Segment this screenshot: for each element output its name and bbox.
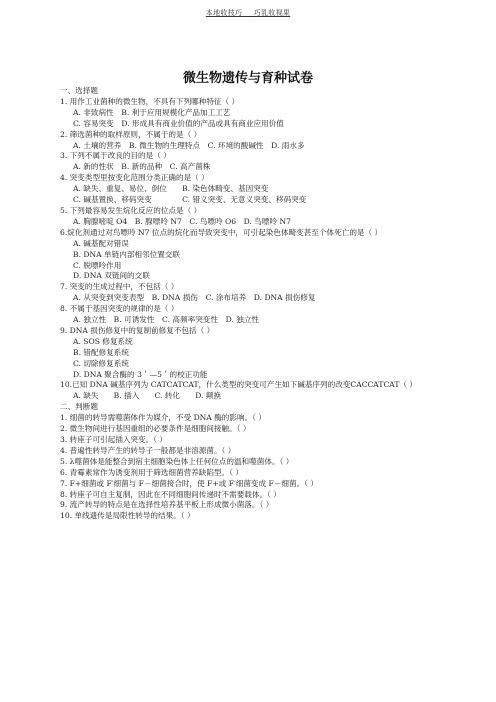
choice-question: 7. 突变的生成过程中，不包括（ ）	[60, 282, 179, 292]
judge-question-list	[60, 413, 460, 522]
judge-question: 5. λ噬菌体是能整合到宿主细胞染色体上任何位点的温和噬菌体。（ ）	[60, 456, 294, 466]
judge-question: 8. 转座子可自主复制，因此在不同细胞间传递时不需要载体。（ ）	[60, 489, 281, 499]
choice-question: 2. 筛选菌种的取样原则，不属于的是（ ）	[60, 129, 202, 139]
header-text: 本地收技巧___巧乳收视果	[205, 9, 291, 17]
judge-question: 7. F+细菌或 F′细菌与 F－细菌接合时，使 F+或 F′细菌变成 F－细菌。（ ）	[60, 478, 318, 488]
choice-question: 4. 突变类型里按变化范围分类正确的是（ ）	[60, 173, 209, 183]
choice-option: C. 碱基置换、移码突变 C. 错义突变、无意义突变、移码突变	[73, 195, 307, 205]
choice-option: A. 从突变到突变表型 B. DNA 损伤 C. 涂布培养 D. DNA 损伤修复	[73, 293, 316, 303]
choice-question: 9. DNA 损伤修复中的复制前修复不包括（ ）	[60, 325, 215, 335]
choice-option: C. 脱嘌呤作用	[73, 260, 122, 270]
judge-question: 10. 单线遗传是局限性转导的结果。（ ）	[60, 511, 195, 521]
choice-option: A. 碱基配对错误	[73, 238, 129, 248]
judge-question: 2. 微生物间进行基因重组的必要条件是细胞间接触。（ ）	[60, 424, 251, 434]
choice-option: B. 错配修复系统	[73, 347, 129, 357]
exam-content	[60, 86, 460, 522]
judge-question: 4. 普遍性转导产生的转导子一般都是非溶源菌。（ ）	[60, 445, 236, 455]
judge-question: 9. 流产转导的特点是在选择性培养基平板上形成微小菌落。（ ）	[60, 500, 274, 510]
choice-question: 5. 下列最容易发生烷化反应的位点是（ ）	[60, 205, 202, 215]
choice-option: A. 胸腺嘧啶 O4 B. 腺嘌呤 N7 C. 鸟嘌呤 O6 D. 鸟嘌呤 N7	[73, 216, 291, 226]
choice-option: C. 切除修复系统	[73, 358, 129, 368]
choice-option: A. 缺失、重复、易位、倒位 B. 染色体畸变、基因突变	[73, 184, 269, 194]
choice-option: A. SOS 修复系统	[73, 336, 133, 346]
judge-question: 3. 转座子可引起插入突变。（ ）	[60, 435, 167, 444]
judge-question: 6. 青霉素常作为诱变剂用于筛选细菌营养缺陷型。（ ）	[60, 467, 243, 477]
choice-question-list	[60, 97, 460, 402]
choice-question: 8. 不属于基因突变的规律的是（ ）	[60, 304, 179, 314]
choice-option: B. DNA 单链内部相邻位置交联	[73, 249, 180, 259]
choice-section-heading: 一、选择题	[60, 86, 98, 95]
choice-option: A. 新的性状 B. 新的品种 C. 高产菌株	[73, 162, 211, 172]
page-header	[0, 8, 496, 18]
choice-question: 1. 用作工业菌种的微生物，不具有下列哪种特征（ ）	[60, 96, 240, 106]
choice-option: A. 非致病性 B. 利于应用规模化产品加工工艺	[73, 107, 231, 117]
choice-option: A. 缺失 B. 插入 C. 转化 D. 颠换	[73, 391, 222, 401]
choice-option: D. DNA 聚合酶的 3＇—5＇的校正功能	[73, 369, 208, 379]
choice-question: 10.已知 DNA 碱基序列为 CATCATCAT，什么类型的突变可产生如下碱基序列的改变CACCATCAT（ ）	[60, 380, 417, 390]
page-title: 微生物遗传与育种试卷	[182, 71, 313, 86]
judge-question: 1. 细菌的转导需噬菌体作为媒介，不受 DNA 酶的影响。（ ）	[60, 413, 266, 423]
choice-option: D. DNA 双链间的交联	[73, 271, 150, 281]
choice-question: 6.烷化剂通过对鸟嘌呤 N7 位点的烷化而导致突变中，可引起染色体畸变甚至个体死亡的是（ ）	[60, 227, 383, 237]
judge-section-heading: 二、判断题	[60, 402, 98, 412]
choice-option: C. 容易突变 D. 形成具有商业价值的产品或具有商业应用价值	[73, 118, 284, 128]
choice-question: 3. 下列不属于改良的目的是（ ）	[60, 151, 171, 161]
choice-option: A. 独立性 B. 可诱发性 C. 高频率突变性 D. 独立性	[73, 315, 260, 325]
choice-option: A. 土壤的营养 B. 微生物的生理特点 C. 环境的酸碱性 D. 雨水多	[73, 140, 305, 150]
